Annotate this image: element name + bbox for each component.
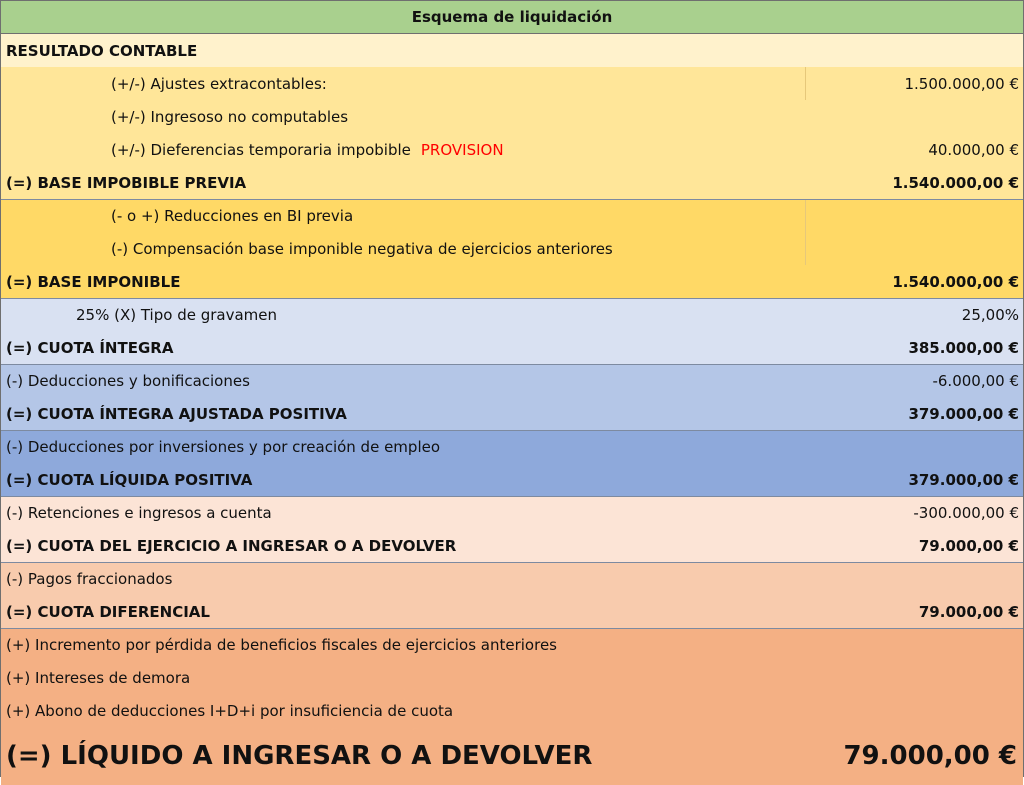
row-value: 79.000,00 € — [843, 741, 1017, 771]
row-label: 25% (X) Tipo de gravamen — [76, 306, 278, 324]
row-value: 379.000,00 € — [908, 404, 1019, 423]
row-value: 25,00% — [961, 306, 1019, 324]
row-cuota-diferencial — [1, 595, 1023, 628]
row-label: (=) CUOTA DEL EJERCICIO A INGRESAR O A DEVOLVER — [6, 536, 457, 555]
row-label: (=) CUOTA ÍNTEGRA — [6, 338, 174, 357]
row-resultado-contable — [1, 34, 1023, 67]
row-cuota-liquida-positiva — [1, 463, 1023, 496]
row-cuota-integra — [1, 331, 1023, 364]
column-divider — [805, 200, 806, 232]
row-label: (+) Intereses de demora — [6, 668, 191, 687]
row-liquido-final — [1, 727, 1023, 785]
row-value: 1.540.000,00 € — [892, 173, 1019, 192]
row-value: -300.000,00 € — [913, 504, 1019, 522]
row-value: 40.000,00 € — [928, 140, 1019, 159]
row-abono-deducciones — [1, 694, 1023, 727]
row-label: (=) CUOTA LÍQUIDA POSITIVA — [6, 470, 253, 489]
row-cuota-ejercicio — [1, 529, 1023, 562]
row-label-wrap — [111, 141, 504, 159]
row-label: (=) CUOTA ÍNTEGRA AJUSTADA POSITIVA — [6, 404, 347, 423]
column-divider — [805, 67, 806, 100]
row-value: -6.000,00 € — [932, 372, 1019, 390]
row-label: (+) Incremento por pérdida de beneficios fiscales de ejercicios anteriores — [6, 636, 557, 654]
row-ingresos-no-computables — [1, 100, 1023, 133]
row-label: (=) BASE IMPOBIBLE PREVIA — [6, 173, 247, 192]
row-ajustes-extracontables — [1, 67, 1023, 100]
column-divider — [805, 232, 806, 265]
row-label: (+/-) Ajustes extracontables: — [111, 74, 327, 93]
row-label: (-) Deducciones y bonificaciones — [6, 372, 250, 390]
row-retenciones — [1, 496, 1023, 529]
row-label: (-) Retenciones e ingresos a cuenta — [6, 504, 272, 522]
row-diferencias-temporarias — [1, 133, 1023, 166]
row-label: (+/-) Dieferencias temporaria impobible — [111, 140, 411, 159]
provision-note: PROVISION — [420, 140, 504, 159]
row-label: (=) LÍQUIDO A INGRESAR O A DEVOLVER — [6, 741, 593, 771]
row-compensacion-bi-negativa — [1, 232, 1023, 265]
row-base-imponible-previa — [1, 166, 1023, 199]
row-cuota-integra-ajustada — [1, 397, 1023, 430]
row-label: (=) CUOTA DIFERENCIAL — [6, 602, 210, 621]
sheet-title-row — [1, 1, 1023, 34]
row-base-imponible — [1, 265, 1023, 298]
row-label: (+) Abono de deducciones I+D+i por insuficiencia de cuota — [6, 701, 454, 720]
row-label: RESULTADO CONTABLE — [6, 41, 198, 60]
row-pagos-fraccionados — [1, 562, 1023, 595]
row-label: (-) Deducciones por inversiones y por creación de empleo — [6, 438, 441, 456]
sheet-title: Esquema de liquidación — [411, 8, 613, 26]
row-label: (+/-) Ingresoso no computables — [111, 107, 349, 126]
row-reducciones-bi — [1, 199, 1023, 232]
row-intereses-demora — [1, 661, 1023, 694]
row-value: 379.000,00 € — [908, 470, 1019, 489]
row-value: 1.540.000,00 € — [892, 272, 1019, 291]
row-label: (-) Compensación base imponible negativa de ejercicios anteriores — [111, 239, 613, 258]
row-label: (=) BASE IMPONIBLE — [6, 272, 181, 291]
row-value: 79.000,00 € — [918, 602, 1019, 621]
row-deducciones-inversiones — [1, 430, 1023, 463]
row-label: (-) Pagos fraccionados — [6, 570, 173, 588]
row-value: 1.500.000,00 € — [904, 74, 1019, 93]
row-incremento-perdida — [1, 628, 1023, 661]
row-label: (- o +) Reducciones en BI previa — [111, 207, 354, 225]
row-value: 385.000,00 € — [908, 338, 1019, 357]
row-value: 79.000,00 € — [918, 536, 1019, 555]
row-deducciones-bonificaciones — [1, 364, 1023, 397]
row-tipo-gravamen — [1, 298, 1023, 331]
